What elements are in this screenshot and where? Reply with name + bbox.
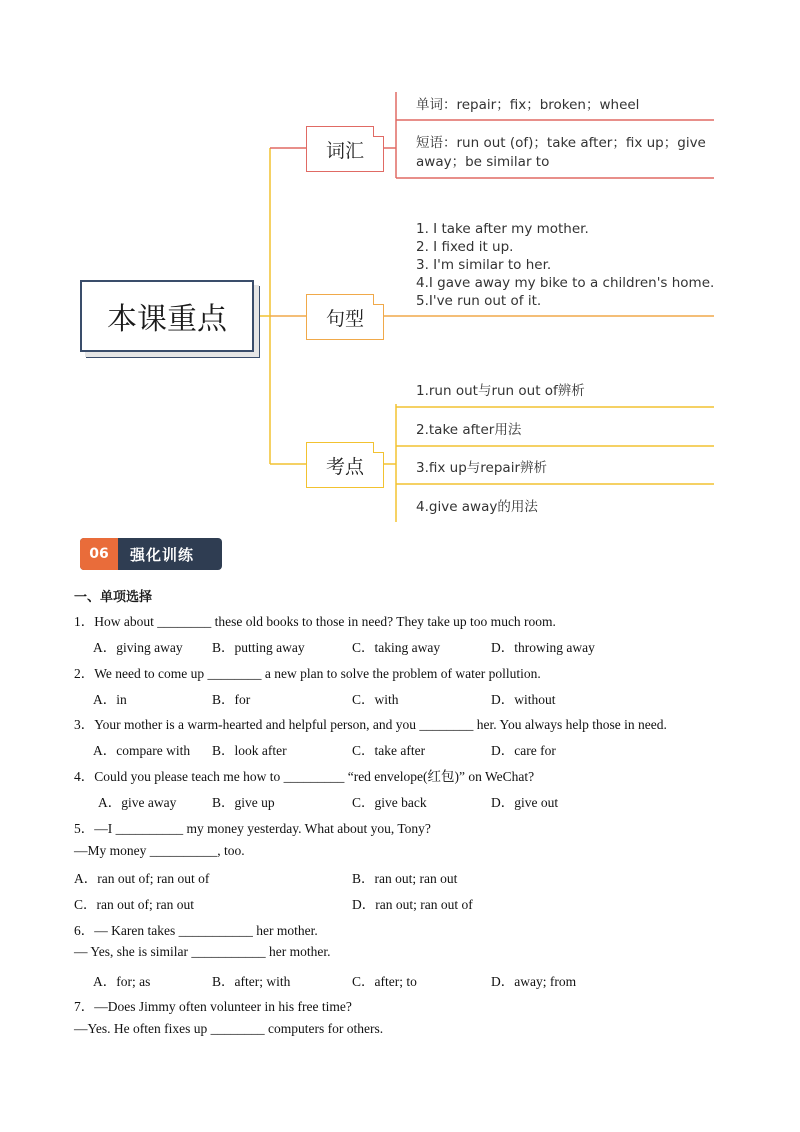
- keypoint-item: 2.take after用法: [416, 422, 522, 438]
- question-3-stem: 3．Your mother is a warm-hearted and helpful person, and you ________ her. You always help those in need.: [74, 717, 667, 732]
- option-b: B．after; with: [212, 974, 291, 989]
- sentence-item: 1. I take after my mother.: [416, 221, 589, 237]
- mindmap-root: 本课重点: [80, 280, 254, 352]
- option-a: A．give away: [98, 795, 177, 810]
- mindmap-node-keypoints: [306, 442, 384, 488]
- question-2-stem: 2．We need to come up ________ a new plan to solve the problem of water pollution.: [74, 666, 541, 681]
- mindmap-node-sentences: [306, 294, 384, 340]
- folded-corner-icon: [373, 442, 384, 453]
- option-b: B．putting away: [212, 640, 305, 655]
- option-a: A．for; as: [93, 974, 151, 989]
- question-5-stem-reply: —My money __________, too.: [74, 843, 245, 858]
- option-c: C．taking away: [352, 640, 441, 655]
- question-7-stem: 7．—Does Jimmy often volunteer in his free time?: [74, 999, 352, 1014]
- sentence-item: 3. I'm similar to her.: [416, 257, 552, 273]
- question-4-stem: 4．Could you please teach me how to _________ “red envelope(红包)” on WeChat?: [74, 769, 535, 784]
- folded-corner-icon: [373, 126, 384, 137]
- keypoint-item: 3.fix up与repair辨析: [416, 460, 547, 476]
- option-d: D．throwing away: [491, 640, 595, 655]
- keypoint-item: 1.run out与run out of辨析: [416, 383, 585, 399]
- option-c: C．with: [352, 692, 399, 707]
- sentence-item: 5.I've run out of it.: [416, 293, 542, 309]
- option-d: D．ran out; ran out of: [352, 897, 473, 912]
- section-number: 06: [80, 538, 118, 570]
- option-d: D．without: [491, 692, 556, 707]
- folded-corner-icon: [373, 294, 384, 305]
- option-d: D．away; from: [491, 974, 577, 989]
- option-c: C．after; to: [352, 974, 417, 989]
- option-c: C．take after: [352, 743, 426, 758]
- option-a: A．ran out of; ran out of: [74, 871, 210, 886]
- vocab-words: 单词：repair；fix；broken；wheel: [416, 97, 640, 113]
- question-5-stem: 5．—I __________ my money yesterday. What about you, Tony?: [74, 821, 431, 836]
- question-6-stem-reply: — Yes, she is similar ___________ her mother.: [74, 944, 331, 959]
- option-c: C．ran out of; ran out: [74, 897, 194, 912]
- mindmap-connectors: [0, 0, 800, 530]
- question-7-stem-reply: —Yes. He often fixes up ________ computers for others.: [74, 1021, 384, 1036]
- question-6-stem: 6．— Karen takes ___________ her mother.: [74, 923, 318, 938]
- question-1-stem: 1．How about ________ these old books to those in need? They take up too much room.: [74, 614, 556, 629]
- option-a: A．compare with: [93, 743, 191, 758]
- option-a: A．giving away: [93, 640, 183, 655]
- sentence-item: 2. I fixed it up.: [416, 239, 514, 255]
- mindmap-node-label: 句型: [325, 307, 364, 330]
- section-title: 强化训练: [130, 545, 195, 564]
- vocab-phrases-line2: away；be similar to: [416, 154, 550, 170]
- option-d: D．give out: [491, 795, 559, 810]
- part-title: 一、单项选择: [74, 590, 153, 605]
- vocab-phrases-line1: 短语：run out (of)；take after；fix up；give: [416, 135, 706, 151]
- mindmap-node-vocab: [306, 126, 384, 172]
- section-badge: [80, 538, 222, 570]
- mindmap-node-label: 词汇: [325, 139, 364, 162]
- option-c: C．give back: [352, 795, 427, 810]
- keypoint-item: 4.give away的用法: [416, 499, 538, 515]
- option-b: B．give up: [212, 795, 275, 810]
- option-b: B．for: [212, 692, 251, 707]
- sentence-item: 4.I gave away my bike to a children's home.: [416, 275, 715, 291]
- option-a: A．in: [93, 692, 127, 707]
- mindmap-node-label: 考点: [325, 455, 364, 478]
- option-d: D．care for: [491, 743, 556, 758]
- option-b: B．look after: [212, 743, 287, 758]
- option-b: B．ran out; ran out: [352, 871, 458, 886]
